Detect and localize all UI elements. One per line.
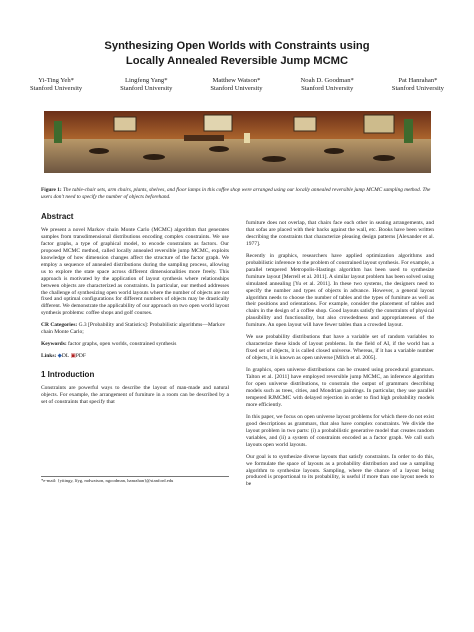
author-list xyxy=(30,77,444,94)
author-block xyxy=(301,77,354,94)
introduction-paragraph: Constraints are powerful ways to describe the layout of man-made and natural objects. For example, the arrangement of furniture in a room can be described by a set of constraints that specify that xyxy=(41,385,229,406)
figure-caption-text: The table-chair sets, arm chairs, plants, shelves, and floor lamps in this coffee shop were arranged using our locally annealed reversible jump MCMC sampling method. The users don't need to specify the number of objects beforehand. xyxy=(41,187,431,200)
keywords-text: factor graphs, open worlds, constrained synthesis xyxy=(68,341,177,348)
dl-link[interactable]: DL xyxy=(61,353,70,360)
right-column xyxy=(246,220,434,493)
author-affiliation: Stanford University xyxy=(301,85,354,93)
author-affiliation: Stanford University xyxy=(391,85,444,93)
author-name: Matthew Watson* xyxy=(212,77,261,84)
author-block xyxy=(120,77,172,94)
keywords-label: Keywords: xyxy=(41,341,67,348)
keywords xyxy=(41,341,229,348)
abstract-heading: Abstract xyxy=(41,212,74,221)
figure-caption xyxy=(41,187,434,201)
body-paragraph: We use probability distributions that have a variable set of random variables to characterize these kinds of layout problems. In the field of AI, if the world has a fixed set of objects, it is called closed universe. Whereas, if it has a variable number of objects, it is known as open universe [Milch et al. 2005]. xyxy=(246,334,434,362)
pdf-link[interactable]: PDF xyxy=(75,353,86,360)
author-name: Lingfeng Yang* xyxy=(125,77,168,84)
introduction-heading: 1 Introduction xyxy=(41,370,95,380)
author-affiliation: Stanford University xyxy=(120,85,173,93)
cr-categories-text: G.3 [Probability and Statistics]: Probabilistic algorithms—Markov chain Monte Carlo; xyxy=(41,322,226,336)
left-column xyxy=(41,214,229,411)
author-name: Noah D. Goodman* xyxy=(300,77,354,84)
links-label: Links: xyxy=(41,353,57,360)
links-row xyxy=(41,353,229,360)
footnote-email: *e-mail: {yitingy, lfyg, mdwatson, ngoodman, hanrahan}@stanford.edu xyxy=(41,476,229,484)
author-affiliation: Stanford University xyxy=(210,85,263,93)
body-paragraph: In graphics, open universe distributions can be created using procedural grammars. Talton et al. [2011] have employed reversible jump MCMC, an inference algorithm for open universe distributions, to constrain the output of grammars describing models such as trees, cities, and Mondrian paintings. In particular, they use parallel tempered RJMCMC with delayed rejection in order to find high probability models more efficiently. xyxy=(246,367,434,408)
dl-icon: ◆ xyxy=(57,353,62,360)
abstract-body: We present a novel Markov chain Monte Carlo (MCMC) algorithm that generates samples from transdimensional distributions encoding complex constraints. We use factor graphs, a type of graphical model, to encode constraints as factors. Our proposed MCMC method, called locally annealed reversible jump MCMC, exploits knowledge of how dimension changes affect the structure of the factor graph. We employ a sequence of annealed distributions during the sampling process, allowing us to explore the state space across different dimensionalities more freely. This approach is motivated by the application of layout synthesis where relationships between objects are characterized as constraints. In particular, our method addresses the challenge of synthesizing open world layouts where the number of objects are not fixed and optimal configurations for different numbers of objects may be drastically different. We demonstrate the applicability of our approach on two open world layout synthesis problems: coffee shops and golf courses. xyxy=(41,226,230,317)
body-paragraph: Recently in graphics, researchers have applied optimization algorithms and probabilistic inference to the problem of constrained layout synthesis. For example, a parallel tempered Metropolis-Hastings algorithm has been used to synthesize furniture layout [Merrell et al. 2011]. A similar layout problem has been solved using simulated annealing [Yu et al. 2011]. In these two systems, the designers need to specify the number and types of objects in advance. However, a general layout algorithm needs to choose the number of tables and the types of furniture as well as their positions and orientations. For example, consider the placement of tables and chairs in the design of a coffee shop. Good layouts satisfy the constraints of physical plausibility and functionality, but also crowdedness and appropriateness of the furniture. An open layout will have fewer tables than a crowded layout. xyxy=(246,252,434,329)
author-block xyxy=(210,77,262,94)
author-name: Yi-Ting Yeh* xyxy=(38,77,74,84)
author-affiliation: Stanford University xyxy=(30,85,83,93)
cr-categories xyxy=(41,322,229,336)
body-paragraph: In this paper, we focus on open universe layout problems for which there do not exist good descriptions as grammars, that also have complex constraints. We divide the layout problem in two parts: (i) a probabilistic generative model that creates random variables, and (ii) a system of constraints encoded as a factor graph. We call such layouts open world layouts. xyxy=(246,413,434,448)
pdf-icon: ▣ xyxy=(70,353,76,360)
cr-categories-label: CR Categories: xyxy=(41,322,78,329)
author-block xyxy=(392,77,444,94)
author-name: Pat Hanrahan* xyxy=(398,77,438,84)
figure-caption-label: Figure 1: xyxy=(41,187,62,193)
body-paragraph: furniture does not overlap, that chairs face each other in seating arrangements, and that sofas are placed with their backs against the wall, etc. Books have been written describing the constraints that characterize pleasing design patterns [Alexander et al. 1977]. xyxy=(246,220,434,247)
teaser-figure-coffee-shop xyxy=(44,111,431,173)
paper-title-line-2: Locally Annealed Reversible Jump MCMC xyxy=(125,55,349,67)
author-block xyxy=(30,77,82,94)
body-paragraph: Our goal is to synthesize diverse layouts that satisfy constraints. In order to do this, we formulate the space of layouts as a probability distribution and use a sampling algorithm to synthesize layouts. Sampling, where the chance of a layout being produced is proportional to its probability, is useful if more than one layout needs to be xyxy=(246,453,434,488)
coffee-shop-render-image xyxy=(44,111,431,173)
paper-title-line-1: Synthesizing Open Worlds with Constraints using xyxy=(104,40,370,52)
